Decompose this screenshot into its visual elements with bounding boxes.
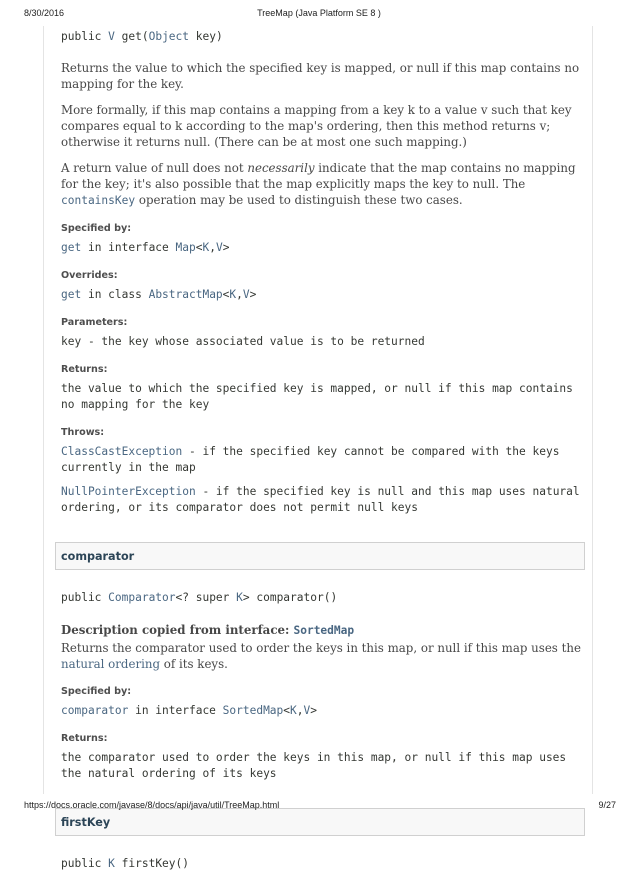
- throws-text: - if the specified key is null and this map uses natural ordering, or its comparator does not permit null keys: [61, 485, 580, 514]
- sig-text: <? super: [175, 591, 237, 604]
- get-description-2: More formally, if this map contains a mapping from a key k to a value v such that key compares equal to k according to the map's ordering, then this method returns v; otherwise it returns null. (There can be at most one such mapping.): [61, 103, 572, 149]
- firstkey-heading: firstKey: [55, 808, 585, 836]
- get-description-1: Returns the value to which the specified key is mapped, or null if this map contains no mapping for the key.: [61, 61, 580, 91]
- overrides-label: Overrides:: [61, 270, 118, 281]
- print-page-number: 9/27: [598, 800, 616, 810]
- text: ,: [236, 288, 243, 301]
- get-description-3: [61, 160, 585, 209]
- returns-value: the value to which the specified key is mapped, or null if this map contains no mapping for the key: [61, 382, 573, 411]
- specified-by-value: [61, 703, 585, 719]
- specified-by-label: Specified by:: [61, 686, 132, 697]
- text: <: [222, 288, 230, 301]
- text: ,: [209, 241, 216, 254]
- text: in interface: [128, 704, 223, 717]
- sig-modifier: public: [61, 30, 109, 43]
- parameters-label: Parameters:: [61, 317, 128, 328]
- description-copied: [61, 622, 585, 639]
- k-type-link[interactable]: K: [108, 857, 115, 870]
- nullpointerexception-link[interactable]: NullPointerException: [61, 485, 196, 498]
- natural-ordering-link[interactable]: natural ordering: [61, 657, 161, 671]
- desc-text: A return value of null does not: [61, 161, 248, 175]
- throws-label: Throws:: [61, 427, 105, 438]
- classcastexception-link[interactable]: ClassCastException: [61, 445, 183, 458]
- get-override-link[interactable]: get: [61, 288, 82, 301]
- sig-text: > comparator(): [242, 591, 338, 604]
- comparator-interface-method-link[interactable]: comparator: [61, 704, 129, 717]
- desc-text: Returns the comparator used to order the keys in this map, or null if this map uses the: [61, 641, 581, 655]
- v-link[interactable]: V: [303, 704, 311, 717]
- text: ,: [296, 704, 304, 717]
- sig-param: key): [189, 30, 223, 43]
- method-detail: [55, 26, 585, 872]
- print-date: 8/30/2016: [24, 8, 65, 18]
- text: in interface: [81, 241, 176, 254]
- print-title: TreeMap (Java Platform SE 8 ): [257, 8, 381, 18]
- comparator-type-link[interactable]: Comparator: [108, 591, 176, 604]
- desc-emphasis: necessarily: [247, 161, 315, 175]
- sig-text: firstKey(): [114, 857, 189, 870]
- specified-by-label: Specified by:: [61, 223, 132, 234]
- print-url: https://docs.oracle.com/javase/8/docs/api/java/util/TreeMap.html: [24, 800, 280, 810]
- return-type-link[interactable]: V: [108, 30, 115, 43]
- get-interface-method-link[interactable]: get: [61, 241, 82, 254]
- k-link[interactable]: K: [229, 288, 237, 301]
- desc-text: operation may be used to distinguish these two cases.: [135, 193, 463, 207]
- firstkey-signature: [61, 856, 585, 872]
- comparator-heading: comparator: [55, 542, 585, 570]
- text: >: [249, 288, 257, 301]
- text: <: [195, 241, 203, 254]
- sortedmap-link[interactable]: SortedMap: [293, 624, 355, 637]
- desc-text: indicate that the map contains no mapping for the key; it's also possible that the map explicitly maps the key to null. The: [61, 161, 576, 191]
- text: in class: [81, 288, 149, 301]
- sig-modifier: public: [61, 591, 109, 604]
- desc-text: of its keys.: [160, 657, 228, 671]
- text: <: [283, 704, 291, 717]
- text: >: [310, 704, 318, 717]
- abstractmap-link[interactable]: AbstractMap: [148, 288, 223, 301]
- v-link[interactable]: V: [242, 288, 250, 301]
- throws-text: - if the specified key cannot be compared with the keys currently in the map: [61, 445, 560, 474]
- comparator-description: [61, 640, 585, 672]
- get-signature: [61, 29, 585, 45]
- parameters-value: key - the key whose associated value is to be returned: [61, 335, 425, 348]
- desc-copied-label: Description copied from interface:: [61, 623, 294, 637]
- throws-item: [61, 444, 585, 476]
- k-link[interactable]: K: [236, 591, 243, 604]
- print-header: [0, 8, 638, 22]
- containskey-link[interactable]: containsKey: [61, 194, 136, 207]
- map-link[interactable]: Map: [175, 241, 196, 254]
- overrides-value: [61, 287, 585, 303]
- throws-item: [61, 484, 585, 516]
- returns-label: Returns:: [61, 733, 108, 744]
- k-link[interactable]: K: [290, 704, 297, 717]
- returns-label: Returns:: [61, 364, 108, 375]
- k-link[interactable]: K: [202, 241, 210, 254]
- text: >: [222, 241, 230, 254]
- sig-name: get(: [114, 30, 149, 43]
- returns-value: the comparator used to order the keys in this map, or null if this map uses the natural ordering of its keys: [61, 751, 567, 780]
- comparator-signature: [61, 590, 585, 606]
- param-type-link[interactable]: Object: [148, 30, 190, 43]
- v-link[interactable]: V: [215, 241, 223, 254]
- sig-modifier: public: [61, 857, 109, 870]
- specified-by-value: [61, 240, 585, 256]
- print-footer: [0, 800, 638, 814]
- sortedmap-type-link[interactable]: SortedMap: [222, 704, 284, 717]
